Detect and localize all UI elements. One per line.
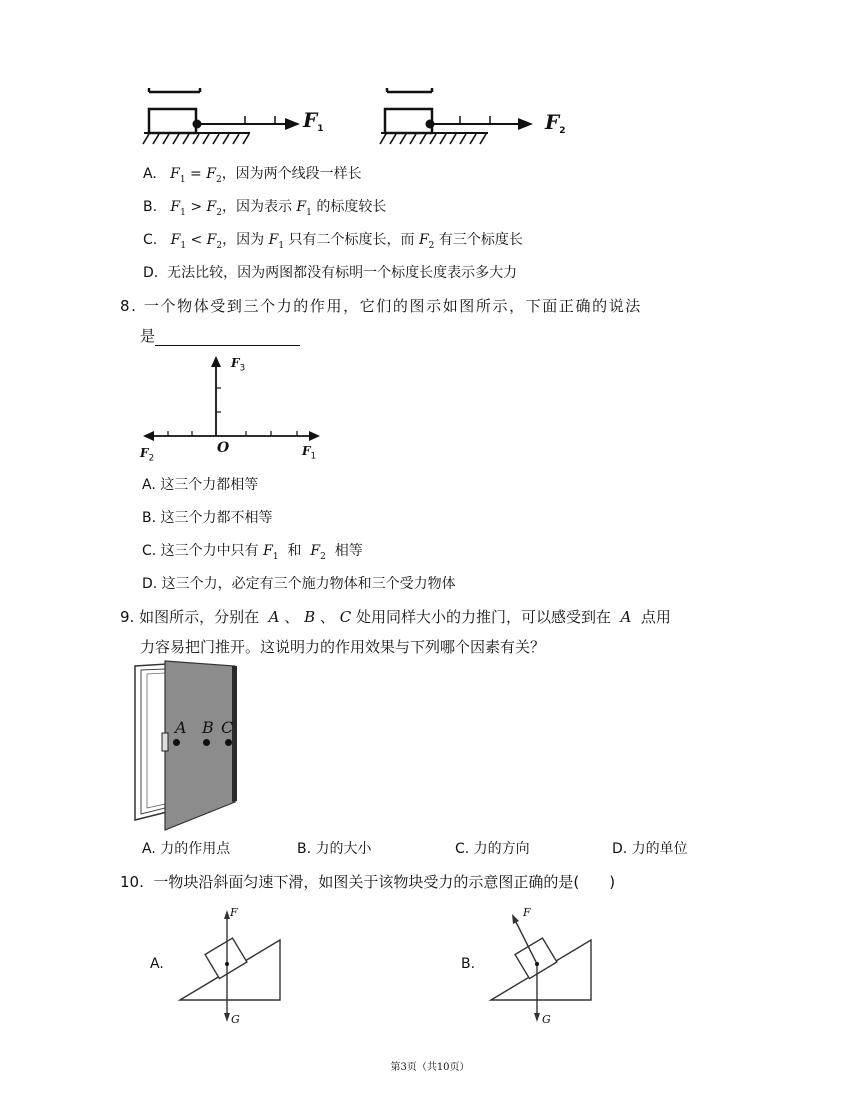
q9-door-diagram	[133, 660, 243, 832]
q10-figure-b	[486, 904, 601, 1026]
q10-figure-b-label: B.	[461, 956, 476, 972]
q8-f1-label: $F_1$	[302, 444, 317, 462]
q8-option-a: A. 这三个力都相等	[142, 477, 259, 493]
q9-point-a-label: A	[175, 718, 187, 737]
q8-option-c: C. 这三个力中只有 $F_1$ 和 $F_2$ 相等	[142, 543, 363, 562]
q9-option-a: A. 力的作用点	[142, 841, 231, 857]
page-footer: 第3页（共10页）	[390, 1062, 470, 1073]
q8-origin-label: O	[217, 440, 230, 456]
q10-figure-a-label: A.	[150, 956, 164, 972]
q10-a-force-f-label: F	[230, 906, 238, 919]
q7-f2-label: $F_2$	[545, 110, 566, 137]
q10-b-force-f-label: F	[523, 906, 531, 919]
q9-option-b: B. 力的大小	[297, 841, 372, 857]
q7-f1-label: $F_1$	[303, 108, 324, 135]
q7-option-d: D. 无法比较，因为两图都没有标明一个标度长度表示多大力	[143, 265, 518, 281]
q8-option-d: D. 这三个力，必定有三个施力物体和三个受力物体	[142, 576, 456, 592]
q9-stem-line1: 9. 如图所示，分别在 A 、 B 、 C 处用同样大小的力推门，可以感受到在 A 点用	[120, 608, 671, 626]
q9-stem-line2: 力容易把门推开。这说明力的作用效果与下列哪个因素有关？	[140, 638, 546, 656]
q8-stem-line1: 8. 一个物体受到三个力的作用，它们的图示如图所示，下面正确的说法	[120, 297, 642, 315]
q8-f2-label: $F_2$	[140, 446, 155, 464]
q10-figure-a	[175, 904, 290, 1026]
q10-a-force-g-label: G	[231, 1013, 240, 1026]
q9-point-c-label: C	[221, 718, 234, 737]
q9-point-b-label: B	[202, 718, 214, 737]
q9-option-c: C. 力的方向	[455, 841, 530, 857]
q9-point-b-dot	[203, 739, 210, 746]
q7-option-a: A. $F_1 = F_2$，因为两个线段一样长	[143, 166, 362, 185]
q8-option-b: B. 这三个力都不相等	[142, 510, 273, 526]
q10-stem: 10. 一物块沿斜面匀速下滑，如图关于该物块受力的示意图正确的是( )	[120, 873, 616, 891]
q9-point-c-dot	[225, 739, 232, 746]
q7-option-b: B. $F_1 > F_2$，因为表示 $F_1$ 的标度较长	[143, 199, 387, 218]
q9-point-a-dot	[173, 739, 180, 746]
q10-b-force-g-label: G	[542, 1013, 551, 1026]
q8-stem-line2: 是	[140, 325, 300, 346]
q7-option-c: C. $F_1 < F_2$，因为 $F_1$ 只有二个标度长，而 $F_2$ 有三个标度长	[143, 232, 523, 251]
q9-option-d: D. 力的单位	[612, 841, 688, 857]
answer-blank[interactable]	[155, 331, 300, 346]
q8-f3-label: $F_3$	[231, 356, 246, 374]
